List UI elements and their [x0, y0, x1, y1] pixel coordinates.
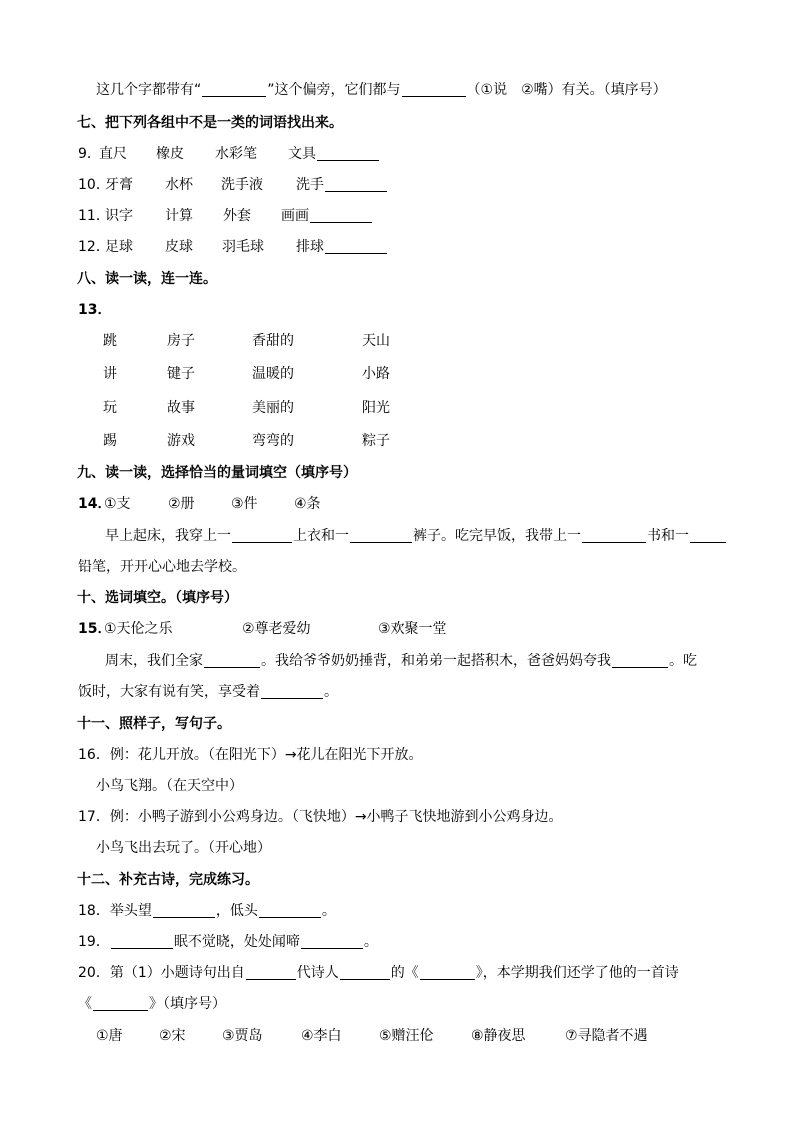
answer-blank[interactable]	[246, 964, 296, 980]
question-11	[78, 205, 418, 227]
option: ③贾岛	[222, 1028, 263, 1044]
word-option: 橡皮	[156, 146, 184, 162]
word-with-blank: 画画	[281, 205, 373, 227]
match-word[interactable]: 房子	[167, 333, 195, 349]
word-option: 识字	[105, 208, 133, 224]
match-word[interactable]: 跳	[103, 333, 117, 349]
word-option: 足球	[105, 239, 133, 255]
match-row	[0, 330, 794, 352]
question-20-options	[0, 1025, 794, 1047]
option: ⑦寻隐者不遇	[565, 1028, 648, 1044]
option: ②册	[168, 496, 195, 512]
question-16-prompt: 小鸟飞翔。（在天空中）	[96, 778, 243, 794]
intro-text-b: ”这个偏旁，它们都与	[267, 82, 401, 98]
question-number: 10．	[78, 177, 110, 193]
question-number: 11．	[78, 208, 110, 224]
word-option: 水彩笔	[215, 146, 257, 162]
word-with-blank: 排球	[296, 236, 388, 258]
match-word[interactable]: 故事	[167, 400, 195, 416]
answer-blank[interactable]	[204, 652, 260, 668]
question-20: 20．第（1）小题诗句出自 代诗人 的《 》，本学期我们还学了他的一首诗	[78, 965, 679, 981]
question-9	[78, 143, 418, 165]
option: ①唐	[96, 1028, 123, 1044]
match-row	[0, 363, 794, 385]
question-17: 17．例：小鸭子游到小公鸡身边。（飞快地）→小鸭子飞快地游到小公鸡身边。	[78, 809, 563, 825]
option: ②尊老爱幼	[242, 621, 311, 637]
word-option: 外套	[223, 208, 251, 224]
option: ④李白	[301, 1028, 342, 1044]
match-word[interactable]: 键子	[167, 366, 195, 382]
answer-blank[interactable]	[232, 527, 292, 543]
question-number: 14．	[78, 496, 112, 512]
question-14-passage-line1: 早上起床，我穿上一 上衣和一 裤子。吃完早饭，我带上一 书和一	[105, 525, 727, 547]
option: ②宋	[159, 1028, 186, 1044]
question-17-prompt: 小鸟飞出去玩了。（开心地）	[96, 840, 271, 856]
question-14-passage-line2: 铅笔，开开心心地去学校。	[78, 559, 246, 575]
question-13-number: 13．	[78, 302, 112, 318]
question-number: 15．	[78, 621, 112, 637]
option: ①支	[104, 496, 131, 512]
section-9-heading: 九、读一读，选择恰当的量词填空（填序号）	[77, 465, 357, 481]
question-12	[78, 236, 418, 258]
match-row	[0, 397, 794, 419]
match-word[interactable]: 游戏	[167, 433, 195, 449]
match-word[interactable]: 弯弯的	[252, 433, 294, 449]
option: ③件	[231, 496, 258, 512]
question-16: 16．例：花儿开放。（在阳光下）→花儿在阳光下开放。	[78, 747, 423, 763]
answer-blank[interactable]	[612, 652, 668, 668]
question-15-passage-line1: 周末，我们全家 。我给爷爷奶奶捶背，和弟弟一起搭积木，爸爸妈妈夸我 。吃	[105, 653, 697, 669]
question-number: 9．	[78, 146, 101, 162]
answer-blank[interactable]	[317, 145, 379, 161]
intro-text-c: （①说 ②嘴）有关。（填序号）	[466, 82, 667, 98]
question-15-passage-line2: 饭时，大家有说有笑，享受着 。	[78, 684, 338, 700]
answer-blank[interactable]	[310, 207, 372, 223]
match-word[interactable]: 美丽的	[252, 400, 294, 416]
match-word[interactable]: 天山	[362, 333, 390, 349]
option: ⑧静夜思	[471, 1028, 526, 1044]
section-8-heading: 八、读一读，连一连。	[77, 271, 217, 287]
word-option: 直尺	[99, 146, 127, 162]
answer-blank[interactable]	[259, 902, 321, 918]
match-word[interactable]: 讲	[103, 366, 117, 382]
word-option: 皮球	[165, 239, 193, 255]
word-with-blank: 文具	[288, 143, 380, 165]
word-option: 羽毛球	[222, 239, 264, 255]
section-7-heading: 七、把下列各组中不是一类的词语找出来。	[77, 115, 343, 131]
question-14-options	[78, 493, 398, 515]
match-word[interactable]: 玩	[103, 400, 117, 416]
option: ④条	[294, 496, 321, 512]
question-number: 12．	[78, 239, 110, 255]
answer-blank[interactable]	[153, 902, 215, 918]
answer-blank[interactable]	[301, 933, 363, 949]
answer-blank[interactable]	[325, 176, 387, 192]
match-word[interactable]: 香甜的	[252, 333, 294, 349]
match-word[interactable]: 温暖的	[252, 366, 294, 382]
match-row	[0, 430, 794, 452]
section-10-heading: 十、选词填空。（填序号）	[77, 590, 238, 606]
match-word[interactable]: 阳光	[362, 400, 390, 416]
word-option: 洗手液	[221, 177, 263, 193]
word-with-blank: 洗手	[296, 174, 388, 196]
answer-blank[interactable]	[93, 995, 148, 1011]
intro-text-a: 这几个字都带有“	[96, 82, 202, 98]
question-19: 19． 眠不觉晓，处处闻啼 。	[78, 934, 378, 950]
question-18: 18．举头望 ，低头 。	[78, 903, 336, 919]
answer-blank[interactable]	[690, 527, 726, 543]
answer-blank[interactable]	[325, 238, 387, 254]
answer-blank[interactable]	[402, 81, 466, 97]
match-word[interactable]: 小路	[362, 366, 390, 382]
question-20-line2: 《 》（填序号）	[78, 996, 226, 1012]
answer-blank[interactable]	[340, 964, 390, 980]
word-option: 水杯	[165, 177, 193, 193]
answer-blank[interactable]	[350, 527, 412, 543]
answer-blank[interactable]	[582, 527, 646, 543]
section-12-heading: 十二、补充古诗，完成练习。	[77, 872, 259, 888]
word-option: 计算	[165, 208, 193, 224]
answer-blank[interactable]	[202, 81, 266, 97]
option: ①天伦之乐	[104, 621, 173, 637]
match-word[interactable]: 粽子	[362, 433, 390, 449]
question-10	[78, 174, 418, 196]
option: ③欢聚一堂	[378, 621, 447, 637]
section-11-heading: 十一、照样子，写句子。	[77, 716, 231, 732]
answer-blank[interactable]	[420, 964, 475, 980]
answer-blank[interactable]	[261, 683, 323, 699]
answer-blank[interactable]	[111, 933, 173, 949]
word-option: 牙膏	[105, 177, 133, 193]
option: ⑤赠汪伦	[379, 1028, 434, 1044]
question-15-options	[78, 618, 498, 640]
intro-line	[96, 79, 667, 101]
match-word[interactable]: 踢	[103, 433, 117, 449]
